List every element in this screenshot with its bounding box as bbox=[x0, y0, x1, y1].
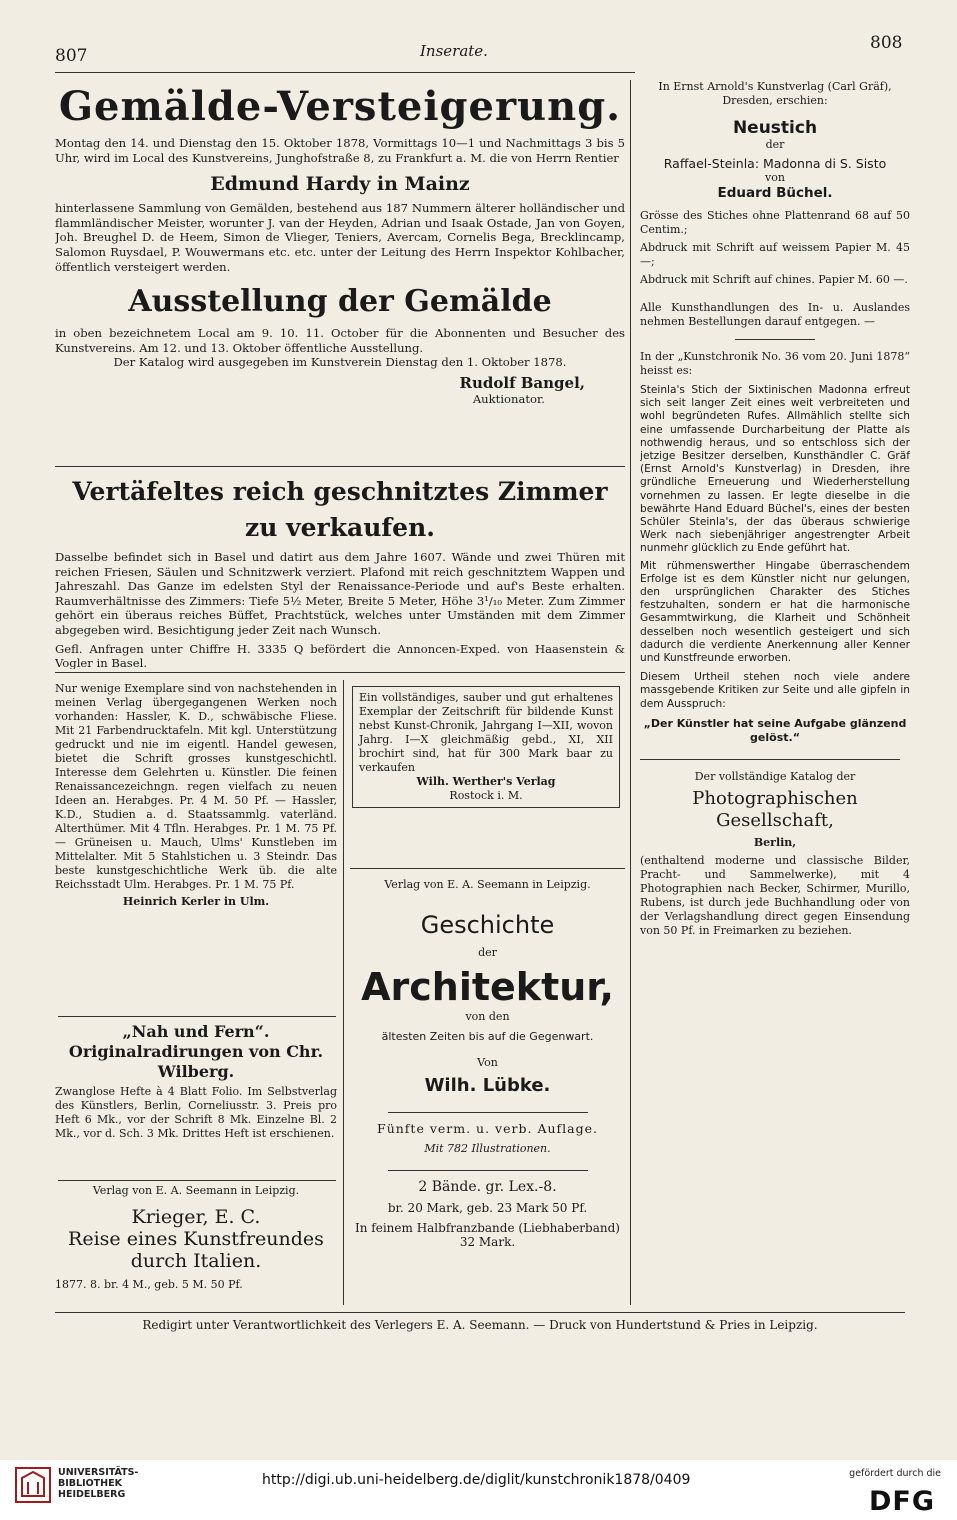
architektur-title1: Geschichte bbox=[420, 911, 555, 939]
review-intro: In der „Kunstchronik No. 36 vom 20. Juni 1878“ heisst es: bbox=[640, 350, 910, 377]
kerler-ad bbox=[55, 682, 337, 1012]
architektur-ad bbox=[350, 878, 625, 1308]
review-text-3: Diesem Urtheil stehen noch viele andere massgebende Kritiken zur Seite und alle gipfeln in dem Ausspruch: bbox=[640, 671, 910, 710]
room-ad bbox=[55, 474, 625, 669]
krieger-ad bbox=[55, 1184, 337, 1309]
arnold-engraver: Eduard Büchel. bbox=[717, 185, 833, 201]
auction-collector: Edmund Hardy in Mainz bbox=[210, 173, 470, 196]
architektur-der: der bbox=[478, 946, 497, 959]
auction-notice bbox=[55, 82, 625, 462]
library-logo-icon bbox=[14, 1466, 52, 1504]
imprint: Redigirt unter Verantwortlichkeit des Verlegers E. A. Seemann. — Druck von Hundertstund & Pries in Leipzig. bbox=[142, 1318, 818, 1332]
page-number-right: 808 bbox=[870, 33, 903, 53]
architektur-price2: In feinem Halbfranzbande (Liebhaberband) 32 Mark. bbox=[355, 1221, 620, 1249]
kerler-body: Nur wenige Exemplare sind von nachstehenden in meinen Verlag übergegangenen Werken noch vorhanden: Hassler, K. D., schwäbische Fliese. Mit 21 Farbendrucktafeln. Mit kgl. Unterstützung gedruckt und nie im eigentl. Handel gewesen, bietet die Schrift grosses kunstgeschichtl. Interesse dem Gelehrten u. Künstler. Die feinen Renaissancezeichngn. regen vielfach zu neuen Ideen an. Herabges. Pr. 4 M. 50 Pf. — Hassler, K.D., Studien a. d. Staatssammlg. vaterländ. Alterthümer. Mit 4 Tfln. Herabges. Pr. 1 M. 75 Pf. — Grüneisen u. Mauch, Ulms' Kunstleben im Mittelalter. Mit 5 Stahlstichen u. 3 Steindr. Das beste kunstgeschichtliche Werk üb. die alte Reichsstadt Ulm. Herabges. Pr. 1 M. 75 Pf. bbox=[55, 682, 337, 891]
auctioneer-role: Auktionator. bbox=[472, 391, 545, 406]
kerler-signature: Heinrich Kerler in Ulm. bbox=[122, 895, 270, 908]
architektur-publisher: Verlag von E. A. Seemann in Leipzig. bbox=[384, 878, 591, 891]
architektur-title2: Architektur, bbox=[361, 965, 614, 1009]
arnold-price1: Abdruck mit Schrift auf weissem Papier M. 45 —; bbox=[640, 241, 910, 268]
review-text: Steinla's Stich der Sixtinischen Madonna erfreut sich seit langer Zeit eines weit verbreiteten und wohl begründeten Rufes. Allmählich stellte sich eine umfassende Durcharbeitung der Platte als nothwendig heraus, und so entschloss sich der jetzige Besitzer derselben, Kunsthändler C. Gräf (Ernst Arnold's Kunstverlag) in Dresden, ihre gründliche Erneuerung und Wiederherstellung vornehmen zu lassen. Er legte dieselbe in die bewährte Hand Eduard Büchel's, eines der besten Schüler Steinla's, der das überaus schwierige Werk nach siebenjähriger angestrengter Arbeit nunmehr glücklich zu Ende geführt hat. bbox=[640, 384, 910, 555]
divider-photo bbox=[640, 759, 900, 760]
page-number-left: 807 bbox=[55, 46, 88, 66]
divider-architektur bbox=[350, 868, 625, 869]
arnold-rule bbox=[735, 339, 815, 340]
wilberg-body: Zwanglose Hefte à 4 Blatt Folio. Im Selbstverlag des Künstlers, Berlin, Corneliusstr. 3. Preis pro Heft 6 Mk., vor der Schrift 8 Mk. Einzelne Bl. 2 Mk., vor d. Sch. 3 Mk. Drittes Heft ist erschienen. bbox=[55, 1085, 337, 1140]
exhibition-title: Ausstellung der Gemälde bbox=[128, 284, 552, 320]
auctioneer-name: Rudolf Bangel, bbox=[459, 373, 585, 392]
photo-intro: Der vollständige Katalog der bbox=[694, 769, 856, 783]
digitized-page-link[interactable]: http://digi.ub.uni-heidelberg.de/diglit/kunstchronik1878/0409 bbox=[262, 1472, 691, 1488]
divider-lower bbox=[55, 672, 625, 673]
arnold-dealers: Alle Kunsthandlungen des In- u. Auslandes nehmen Bestellungen darauf entgegen. — bbox=[640, 301, 910, 328]
photo-body: (enthaltend moderne und classische Bilder, Pracht- und Sammelwerke), mit 4 Photographien nach Becker, Schirmer, Murillo, Rubens, ist durch jede Buchhandlung oder von der Verlagshandlung direct gegen Einsendung von 50 Pf. in Freimarken zu beziehen. bbox=[640, 853, 910, 937]
krieger-title: Reise eines Kunstfreundes durch Italien. bbox=[68, 1228, 324, 1272]
arnold-work: Raffael-Steinla: Madonna di S. Sisto bbox=[663, 156, 887, 171]
krieger-details: 1877. 8. br. 4 M., geb. 5 M. 50 Pf. bbox=[55, 1278, 243, 1291]
divider-room bbox=[55, 466, 625, 467]
digitization-footer bbox=[0, 1460, 957, 1520]
column-separator bbox=[630, 80, 631, 1305]
photo-city: Berlin, bbox=[753, 835, 797, 849]
arnold-size: Grösse des Stiches ohne Plattenrand 68 auf 50 Centim.; bbox=[640, 209, 910, 236]
auction-body: hinterlassene Sammlung von Gemälden, bestehend aus 187 Nummern älterer holländischer und flammländischer Meister, worunter J. van der Heyden, Adrian und Isaak Ostade, Jan von Goyen, Joh. Breughel D. de Heem, Simon de Vlieger, Teniers, Avercam, Cornelis Bega, Brecklincamp, Salomon Ruysdael, P. Wouwermans etc. etc. unter der Leitung des Herrn Inspektor Kohlbacher, öffentlich versteigert werden. bbox=[55, 201, 625, 274]
catalog-text: Der Katalog wird ausgegeben im Kunstverein Dienstag den 1. Oktober 1878. bbox=[113, 355, 567, 370]
review-quote: „Der Künstler hat seine Aufgabe glänzend gelöst.“ bbox=[643, 716, 907, 744]
dfg-logo: DFG bbox=[868, 1486, 935, 1517]
library-name: UNIVERSITÄTS- BIBLIOTHEK HEIDELBERG bbox=[58, 1467, 139, 1500]
architektur-author: Wilh. Lübke. bbox=[424, 1075, 551, 1096]
arnold-der: der bbox=[765, 138, 785, 151]
arnold-von: von bbox=[765, 171, 785, 184]
architektur-von: Von bbox=[477, 1056, 498, 1069]
architektur-rule-2 bbox=[388, 1170, 588, 1171]
right-column bbox=[640, 80, 910, 1305]
architektur-illustrations: Mit 782 Illustrationen. bbox=[424, 1142, 551, 1155]
room-body: Dasselbe befindet sich in Basel und datirt aus dem Jahre 1607. Wände und zwei Thüren mit reichen Friesen, Säulen und Schnitzwerk verziert. Plafond mit reich geschnitztem Wappen und Jahreszahl. Das Ganze im edelsten Styl der Renaissance-Periode und auf's Beste erhalten. Raumverhältnisse des Zimmers: Tiefe 5½ Meter, Breite 5 Meter, Höhe 3¹/₁₀ Meter. Zum Zimmer gehört ein überaus reiches Büffet, Prachtstück, welches unter Umständen mit dem Zimmer abgegeben wird. Besichtigung jeder Zeit nach Wunsch. bbox=[55, 550, 625, 637]
wilberg-title: „Nah und Fern“. Originalradirungen von Chr. Wilberg. bbox=[68, 1022, 324, 1081]
header-rule bbox=[55, 72, 635, 73]
architektur-edition: Fünfte verm. u. verb. Auflage. bbox=[377, 1121, 598, 1136]
architektur-price: br. 20 Mark, geb. 23 Mark 50 Pf. bbox=[387, 1201, 588, 1215]
zeitschrift-box bbox=[352, 686, 620, 808]
room-contact: Gefl. Anfragen unter Chiffre H. 3335 Q befördert die Annoncen-Exped. von Haasenstein & Vogler in Basel. bbox=[55, 641, 625, 669]
arnold-price2: Abdruck mit Schrift auf chines. Papier M. 60 —. bbox=[640, 273, 908, 286]
arnold-title: Neustich bbox=[732, 118, 818, 138]
photo-title: Photographischen Gesellschaft, bbox=[692, 787, 858, 831]
lower-column-separator bbox=[343, 680, 344, 1305]
krieger-author: Krieger, E. C. bbox=[131, 1206, 261, 1228]
zeitschrift-publisher: Wilh. Werther's Verlag bbox=[416, 775, 556, 788]
running-head: Inserate. bbox=[420, 42, 488, 60]
funding-note: gefördert durch die bbox=[849, 1468, 941, 1479]
auction-title: Gemälde-Versteigerung. bbox=[58, 83, 622, 130]
architektur-volumes: 2 Bände. gr. Lex.-8. bbox=[418, 1179, 557, 1195]
zeitschrift-body: Ein vollständiges, sauber und gut erhaltenes Exemplar der Zeitschrift für bildende Kunst nebst Kunst-Chronik, Jahrgang I—XII, wovon Jahrg. I—X gleichmäßig gebd., XI, XII brochirt sind, hat für 300 Mark baar zu verkaufen bbox=[359, 691, 613, 774]
architektur-von-den: von den bbox=[465, 1010, 510, 1023]
exhibition-text: in oben bezeichnetem Local am 9. 10. 11. October für die Abonnenten und Besucher des Kunstvereins. Am 12. und 13. Oktober öffentliche Ausstellung. bbox=[55, 326, 625, 355]
architektur-rule bbox=[388, 1112, 588, 1113]
room-title: Vertäfeltes reich geschnitztes Zimmer zu verkaufen. bbox=[72, 477, 608, 542]
auction-intro: Montag den 14. und Dienstag den 15. Oktober 1878, Vormittags 10—1 und Nachmittags 3 bis 5 Uhr, wird im Local des Kunstvereins, Junghofstraße 8, zu Frankfurt a. M. die von Herrn Rentier bbox=[55, 136, 625, 165]
zeitschrift-city: Rostock i. M. bbox=[449, 789, 523, 802]
krieger-publisher: Verlag von E. A. Seemann in Leipzig. bbox=[92, 1184, 300, 1197]
architektur-subtitle: ältesten Zeiten bis auf die Gegenwart. bbox=[381, 1030, 594, 1043]
review-text-2: Mit rühmenswerther Hingabe überraschendem Erfolge ist es dem Künstler nicht nur gelungen, den ursprünglichen Charakter des Stiches festzuhalten, sondern er hat die harmonische Gesammtwirkung, die Klarheit und Schönheit desselben noch wesentlich gesteigert und sich dadurch die verdiente Anerkennung aller Kenner und Kunstfreunde erworben. bbox=[640, 559, 910, 665]
arnold-publisher: In Ernst Arnold's Kunstverlag (Carl Gräf), Dresden, erschien: bbox=[658, 80, 892, 107]
divider-wilberg bbox=[58, 1016, 336, 1017]
zeitschrift-ad bbox=[352, 686, 620, 860]
wilberg-ad bbox=[55, 1022, 337, 1172]
divider-krieger bbox=[58, 1180, 336, 1181]
imprint-rule bbox=[55, 1312, 905, 1313]
